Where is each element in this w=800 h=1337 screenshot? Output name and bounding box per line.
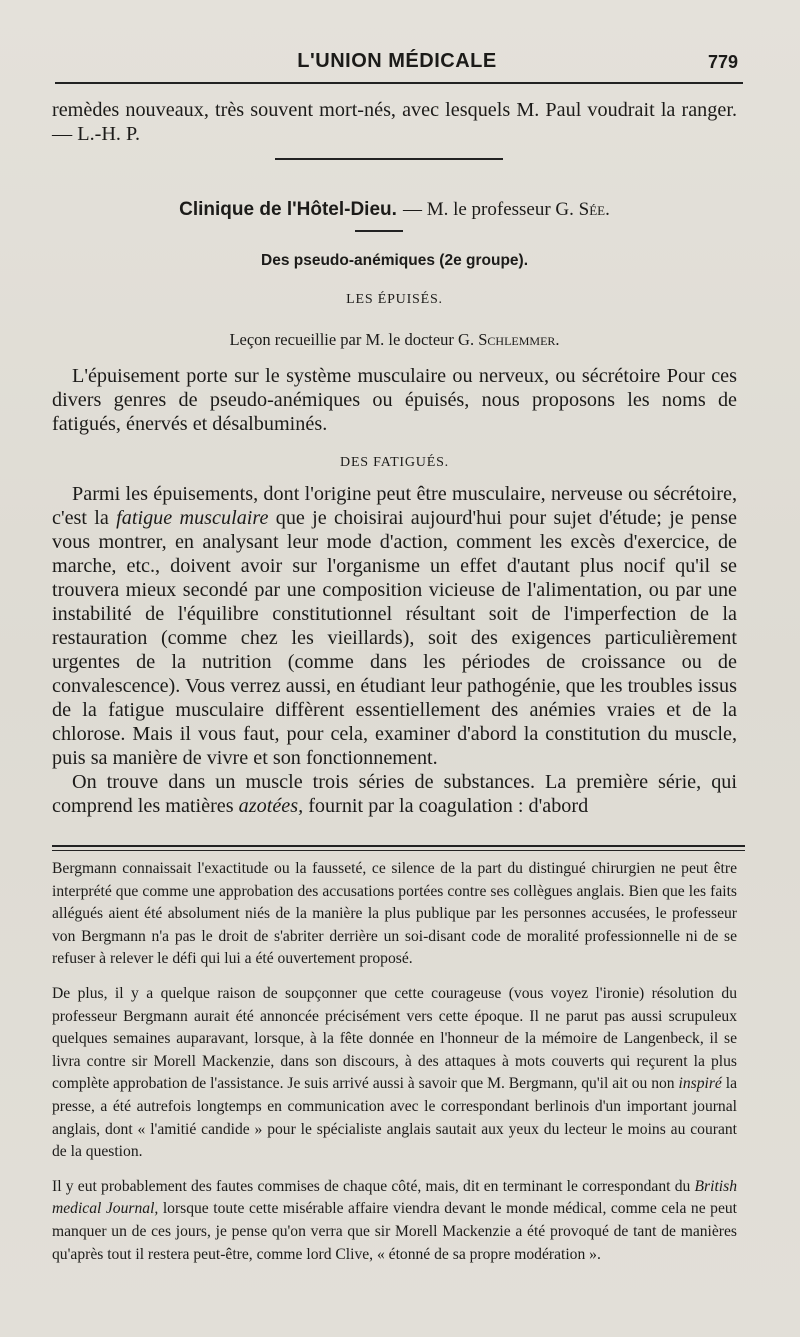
paragraph-muscle-emphasis: azotées,: [238, 795, 304, 817]
subsection-title: DES FATIGUÉS.: [340, 455, 449, 470]
paragraph-fatigue-start: Parmi les épuisements, dont l'origine peut être musculaire, nerveuse ou sécrétoire, c'est la: [52, 483, 737, 529]
footnote-rule-thin: [52, 850, 745, 851]
main-text-block: [52, 482, 737, 818]
clinic-name: Clinique de l'Hôtel-Dieu.: [179, 199, 397, 220]
footnotes: [52, 858, 737, 1278]
lecture-section: LES ÉPUISÉS.: [346, 292, 443, 307]
intro-paragraph: L'épuisement porte sur le système musculaire ou nerveux, ou sécrétoire Pour ces divers genres de pseudo-anémiques ou épuisés, nous proposons les noms de fatigués, énervés et désalbuminés.: [52, 365, 737, 435]
opening-paragraph: remèdes nouveaux, très souvent mort-nés, avec lesquels M. Paul voudrait la ranger. — L.-H. P.: [52, 99, 737, 145]
paragraph-muscle: [52, 770, 737, 818]
footnote-text: De plus, il y a quelque raison de soupçonner que cette courageuse (vous voyez l'ironie) résolution du professeur Bergmann aurait été annoncée précisément vers cette époque. Il ne parut pas aussi scrupuleux quelques semaines auparavant, lorsque, à la fête donnée en l'honneur de la mémoire de Langenbeck, il se livra contre sir Morell Mackenzie, dans son discours, à des attaques à mots couverts qui reçurent la plus complète approbation de l'assistance. Je suis arrivé aussi à savoir que M. Bergmann, qu'il ait ou non: [52, 984, 737, 1093]
paragraph-fatigue-end: que je choisirai aujourd'hui pour sujet d'étude; je pense vous montrer, en analysant leur mode d'action, comment les excès d'exercice, de marche, etc., doivent avoir sur l'organisme un effet d'autant plus nocif qu'il se trouvera mieux secondé par une composition vicieuse de l'alimentation, ou par une instabilité de l'équilibre constitutionnel résultant soit de l'imperfection de la restauration (comme chez les vieillards), soit des exigences particulièrement urgentes de la nutrition (comme dans les périodes de croissance ou de convalescence). Vous verrez aussi, en étudiant leur pathogénie, que les troubles issus de la fatigue musculaire diffèrent essentiellement des anémies vraies et de la chlorose. Mais il vous faut, pour cela, examiner d'abord la constitution du muscle, puis sa manière de vivre et son fonctionnement.: [52, 507, 738, 769]
section-divider: [275, 158, 503, 160]
clinic-professor-prefix: — M. le professeur G.: [402, 199, 579, 220]
heading-divider: [355, 230, 403, 232]
paragraph-fatigue-emphasis: fatigue musculaire: [116, 507, 269, 529]
footnote-emphasis: inspiré: [678, 1075, 722, 1093]
page-header: [52, 50, 742, 80]
byline-prefix: Leçon recueillie par M. le docteur G.: [229, 330, 479, 349]
footnote-rule-thick: [52, 845, 745, 847]
lecture-title: Des pseudo-anémiques (2e groupe).: [261, 252, 528, 269]
footnote-text: la presse, a été autrefois longtemps en communication avec le correspondant berlinois d'un important journal anglais, dont « l'amitié candide » pour le spécialiste anglais sautait aux yeux du lecteur le moins au courant de la question.: [52, 1075, 738, 1161]
byline: [52, 330, 737, 350]
footnote-text: Il y eut probablement des fautes commises de chaque côté, mais, dit en terminant le correspondant du: [52, 1177, 695, 1195]
intro-block: [52, 364, 737, 436]
footnote-text: lorsque toute cette misérable affaire viendra devant le monde médical, comme cela ne peut manquer un de ces jours, je pense qu'on verra que sir Morell Mackenzie a été provoqué de tant de manières qu'après tout il restera peut-être, comme lord Clive, « étonné de sa propre modération ».: [52, 1200, 737, 1263]
footnote-emphasis: British medical Journal,: [52, 1177, 737, 1218]
clinic-heading: [52, 198, 737, 221]
page-number: 779: [707, 52, 738, 72]
paragraph-muscle-start: On trouve dans un muscle trois séries de substances. La première série, qui comprend les matières: [52, 771, 737, 817]
paragraph-fatigue: [52, 482, 737, 770]
paragraph-muscle-end: fournit par la coagulation : d'abord: [303, 795, 589, 817]
footnote-paragraph: [52, 983, 737, 1164]
footnote-paragraph: [52, 1176, 737, 1266]
footnote-paragraph: Bergmann connaissait l'exactitude ou la fausseté, ce silence de la part du distingué chirurgien ne peut être interprété que comme une approbation des accusations portées contre ses collègues anglais. Bien que les faits allégués aient été absolument niés de la manière la plus publique par les personnes accusées, le professeur von Bergmann n'a pas le droit de s'abriter derrière un soi-disant code de moralité professionnelle ni de se refuser à relever le défi qui lui a été ouvertement proposé.: [52, 860, 737, 968]
header-rule: [55, 82, 743, 84]
byline-name: Schlemmer.: [478, 330, 560, 349]
clinic-professor-name: Sée.: [578, 199, 610, 220]
running-title: L'UNION MÉDICALE: [297, 50, 497, 72]
opening-text-block: [52, 98, 737, 146]
